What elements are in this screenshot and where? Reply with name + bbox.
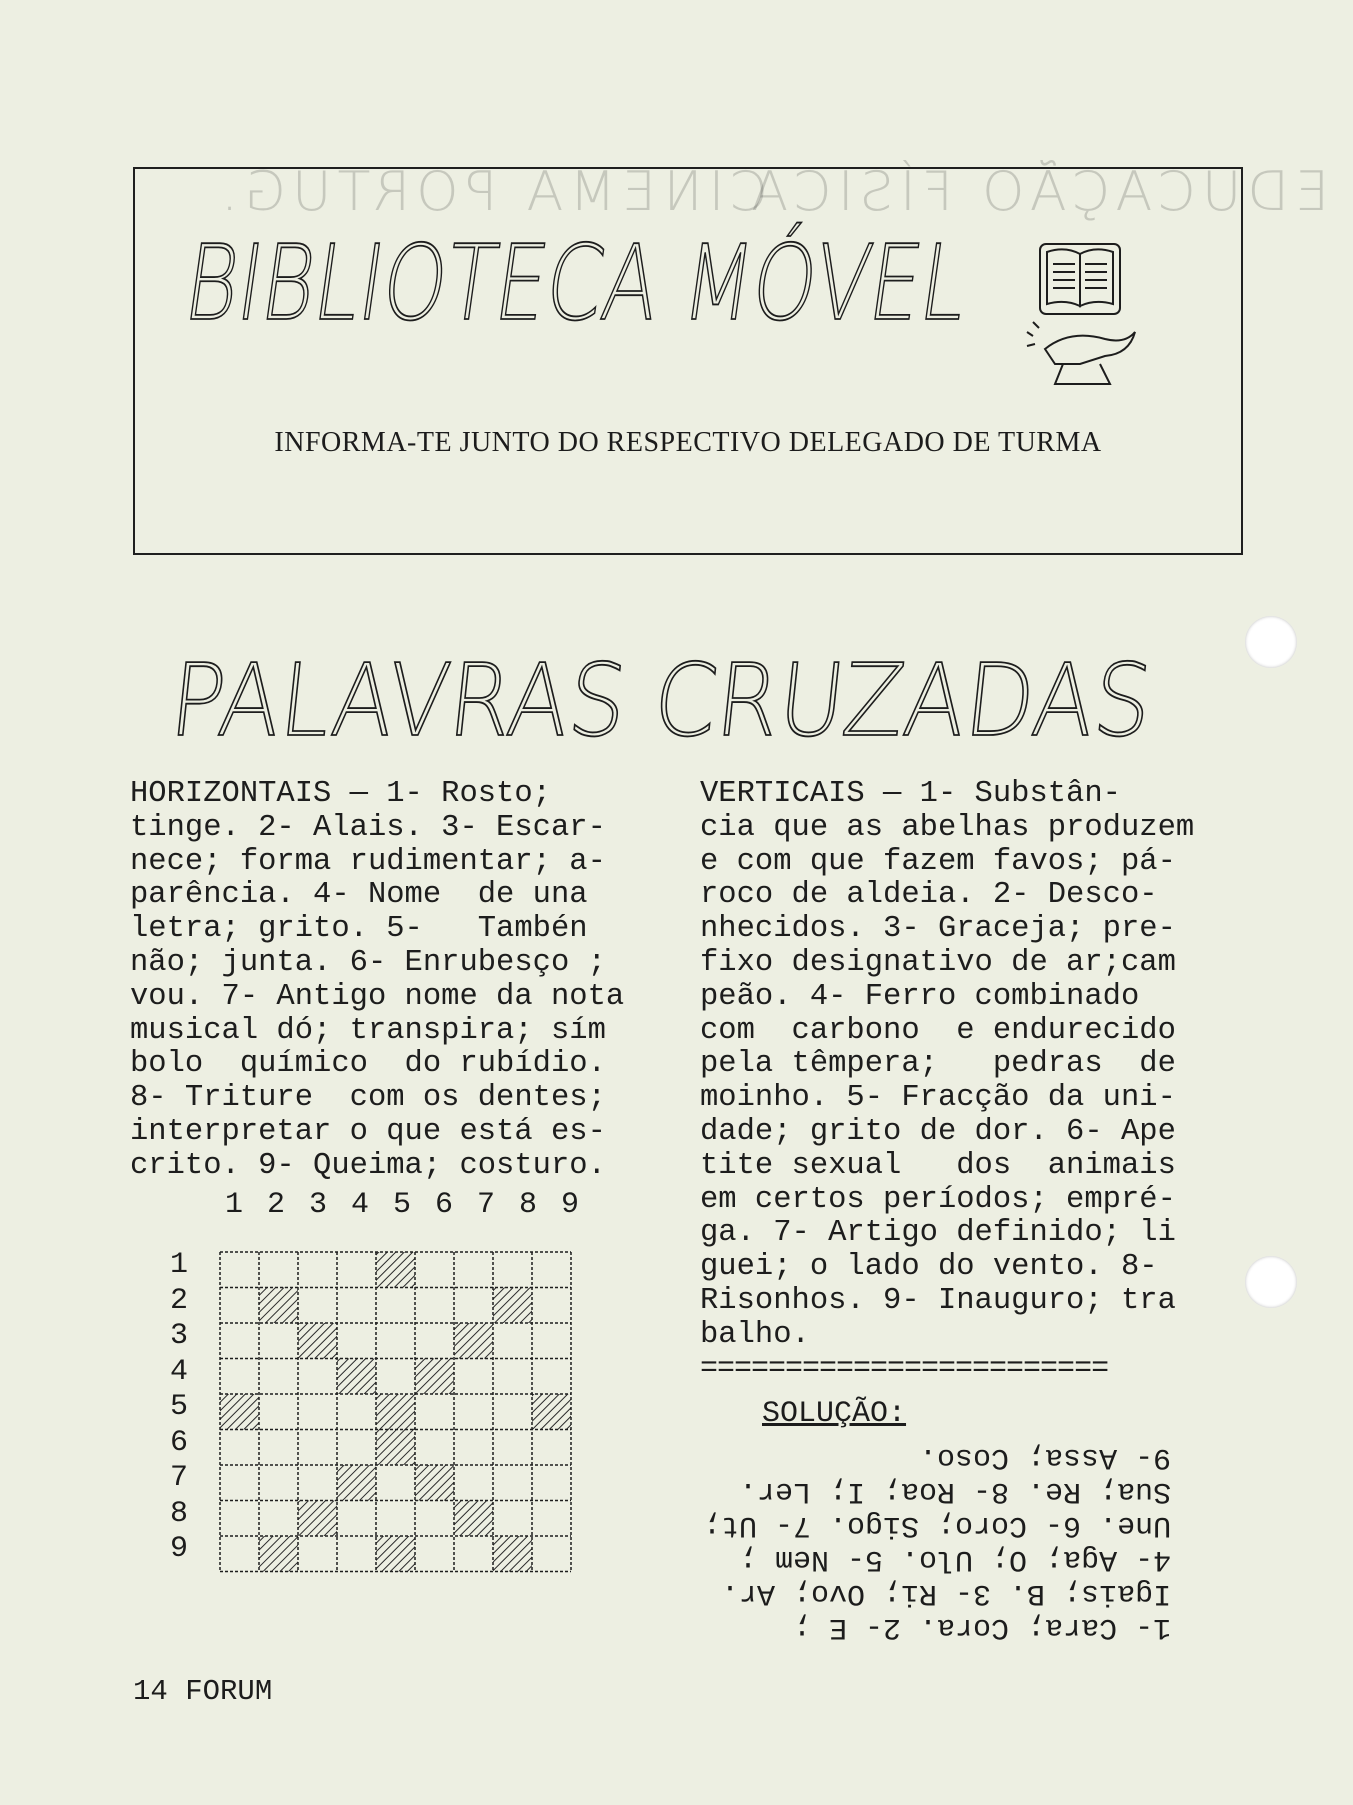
black-cell-r2-c2 [259, 1288, 298, 1324]
crossword-grid [210, 1242, 605, 1612]
grid-row-number: 4 [170, 1354, 189, 1389]
separator-line: ======================== [700, 1352, 1109, 1386]
black-cell-r7-c6 [415, 1465, 454, 1501]
black-cell-r5-c1 [220, 1394, 259, 1430]
grid-column-numbers: 1 2 3 4 5 6 7 8 9 [225, 1188, 580, 1222]
biblioteca-movel-box [133, 167, 1243, 555]
black-cell-r9-c2 [259, 1536, 298, 1572]
bleed-heading-left: CINEMA PORTUG. [215, 160, 769, 223]
grid-row-number: 9 [170, 1532, 189, 1566]
grid-row-number: 5 [170, 1390, 189, 1424]
horizontal-clues: HORIZONTAIS — 1- Rosto; tinge. 2- Alais. 3- Escar- nece; forma rudimentar; a- parência. 4- Nome de una letra; grito. 5- Tambén não; junta. 6- Enrubesço ; vou. 7- Antigo nome da nota musical dó; transpira; sím bolo químico do rubídio. 8- Triture com os dentes; interpretar o que está es- crito. 9- Queima; costuro. [130, 777, 625, 1183]
palavras-cruzadas-text: PALAVRAS CRUZADAS [164, 642, 1272, 759]
black-cell-r4-c6 [415, 1359, 454, 1395]
black-cell-r8-c7 [454, 1501, 493, 1537]
open-book-lamp-icon [1025, 224, 1195, 394]
palavras-cruzadas-title [164, 635, 1272, 759]
vertical-clues: VERTICAIS — 1- Substân- cia que as abelhas produzem e com que fazem favos; pá- roco de aldeia. 2- Desco- nhecidos. 3- Graceja; pre- fixo designativo de ar;cam peão. 4- Ferro combinado com carbono e endurecido pela têmpera; pedras de moinho. 5- Fracção da uni- dade; grito de dor. 6- Ape tite sexual dos animais em certos períodos; empré- ga. 7- Artigo definido; li guei; o lado do vento. 8- Risonhos. 9- Inauguro; tra balho. [700, 777, 1195, 1352]
box-title [177, 219, 1203, 344]
black-cell-r5-c5 [376, 1394, 415, 1430]
grid-row-number: 1 [170, 1248, 189, 1282]
box-subtitle: INFORMA-TE JUNTO DO RESPECTIVO DELEGADO DE TURMA [274, 427, 1102, 458]
black-cell-r5-c9 [532, 1394, 571, 1430]
page-footer: 14 FORUM [133, 1675, 273, 1708]
grid-row-number: 6 [170, 1425, 189, 1460]
black-cell-r3-c7 [454, 1323, 493, 1359]
grid-row-number: 8 [170, 1496, 189, 1531]
black-cell-r9-c8 [493, 1536, 532, 1572]
punch-hole-top [1245, 616, 1297, 668]
black-cell-r1-c5 [376, 1252, 415, 1288]
solution-text-upside-down: 1- Cara; Cora. 2- E ; Igais; B. 3- Ri; Ovo; Ar. 4- Aga; O; Ulo. 5- Nem ; Une. 6- Coro; Sigo. 7- Ut; Sua; Re. 8- Roa; I; Ler. 9- Assa; Coso. [703, 1440, 1172, 1644]
bleed-heading-right: EDUCAÇÃO FÍSICA [745, 160, 1330, 223]
box-title-text: BIBLIOTECA MÓVEL [177, 222, 1203, 344]
grid-row-number: 2 [170, 1283, 189, 1318]
black-cell-r4-c4 [337, 1359, 376, 1395]
black-cell-r9-c5 [376, 1536, 415, 1572]
black-cell-r6-c5 [376, 1430, 415, 1466]
black-cell-r7-c4 [337, 1465, 376, 1501]
punch-hole-bottom [1245, 1256, 1297, 1308]
grid-row-number: 3 [170, 1319, 189, 1353]
grid-row-number: 7 [170, 1461, 189, 1495]
black-cell-r3-c3 [298, 1323, 337, 1359]
black-cell-r8-c3 [298, 1501, 337, 1537]
black-cell-r2-c8 [493, 1288, 532, 1324]
solution-label: SOLUÇÃO: [762, 1397, 907, 1431]
